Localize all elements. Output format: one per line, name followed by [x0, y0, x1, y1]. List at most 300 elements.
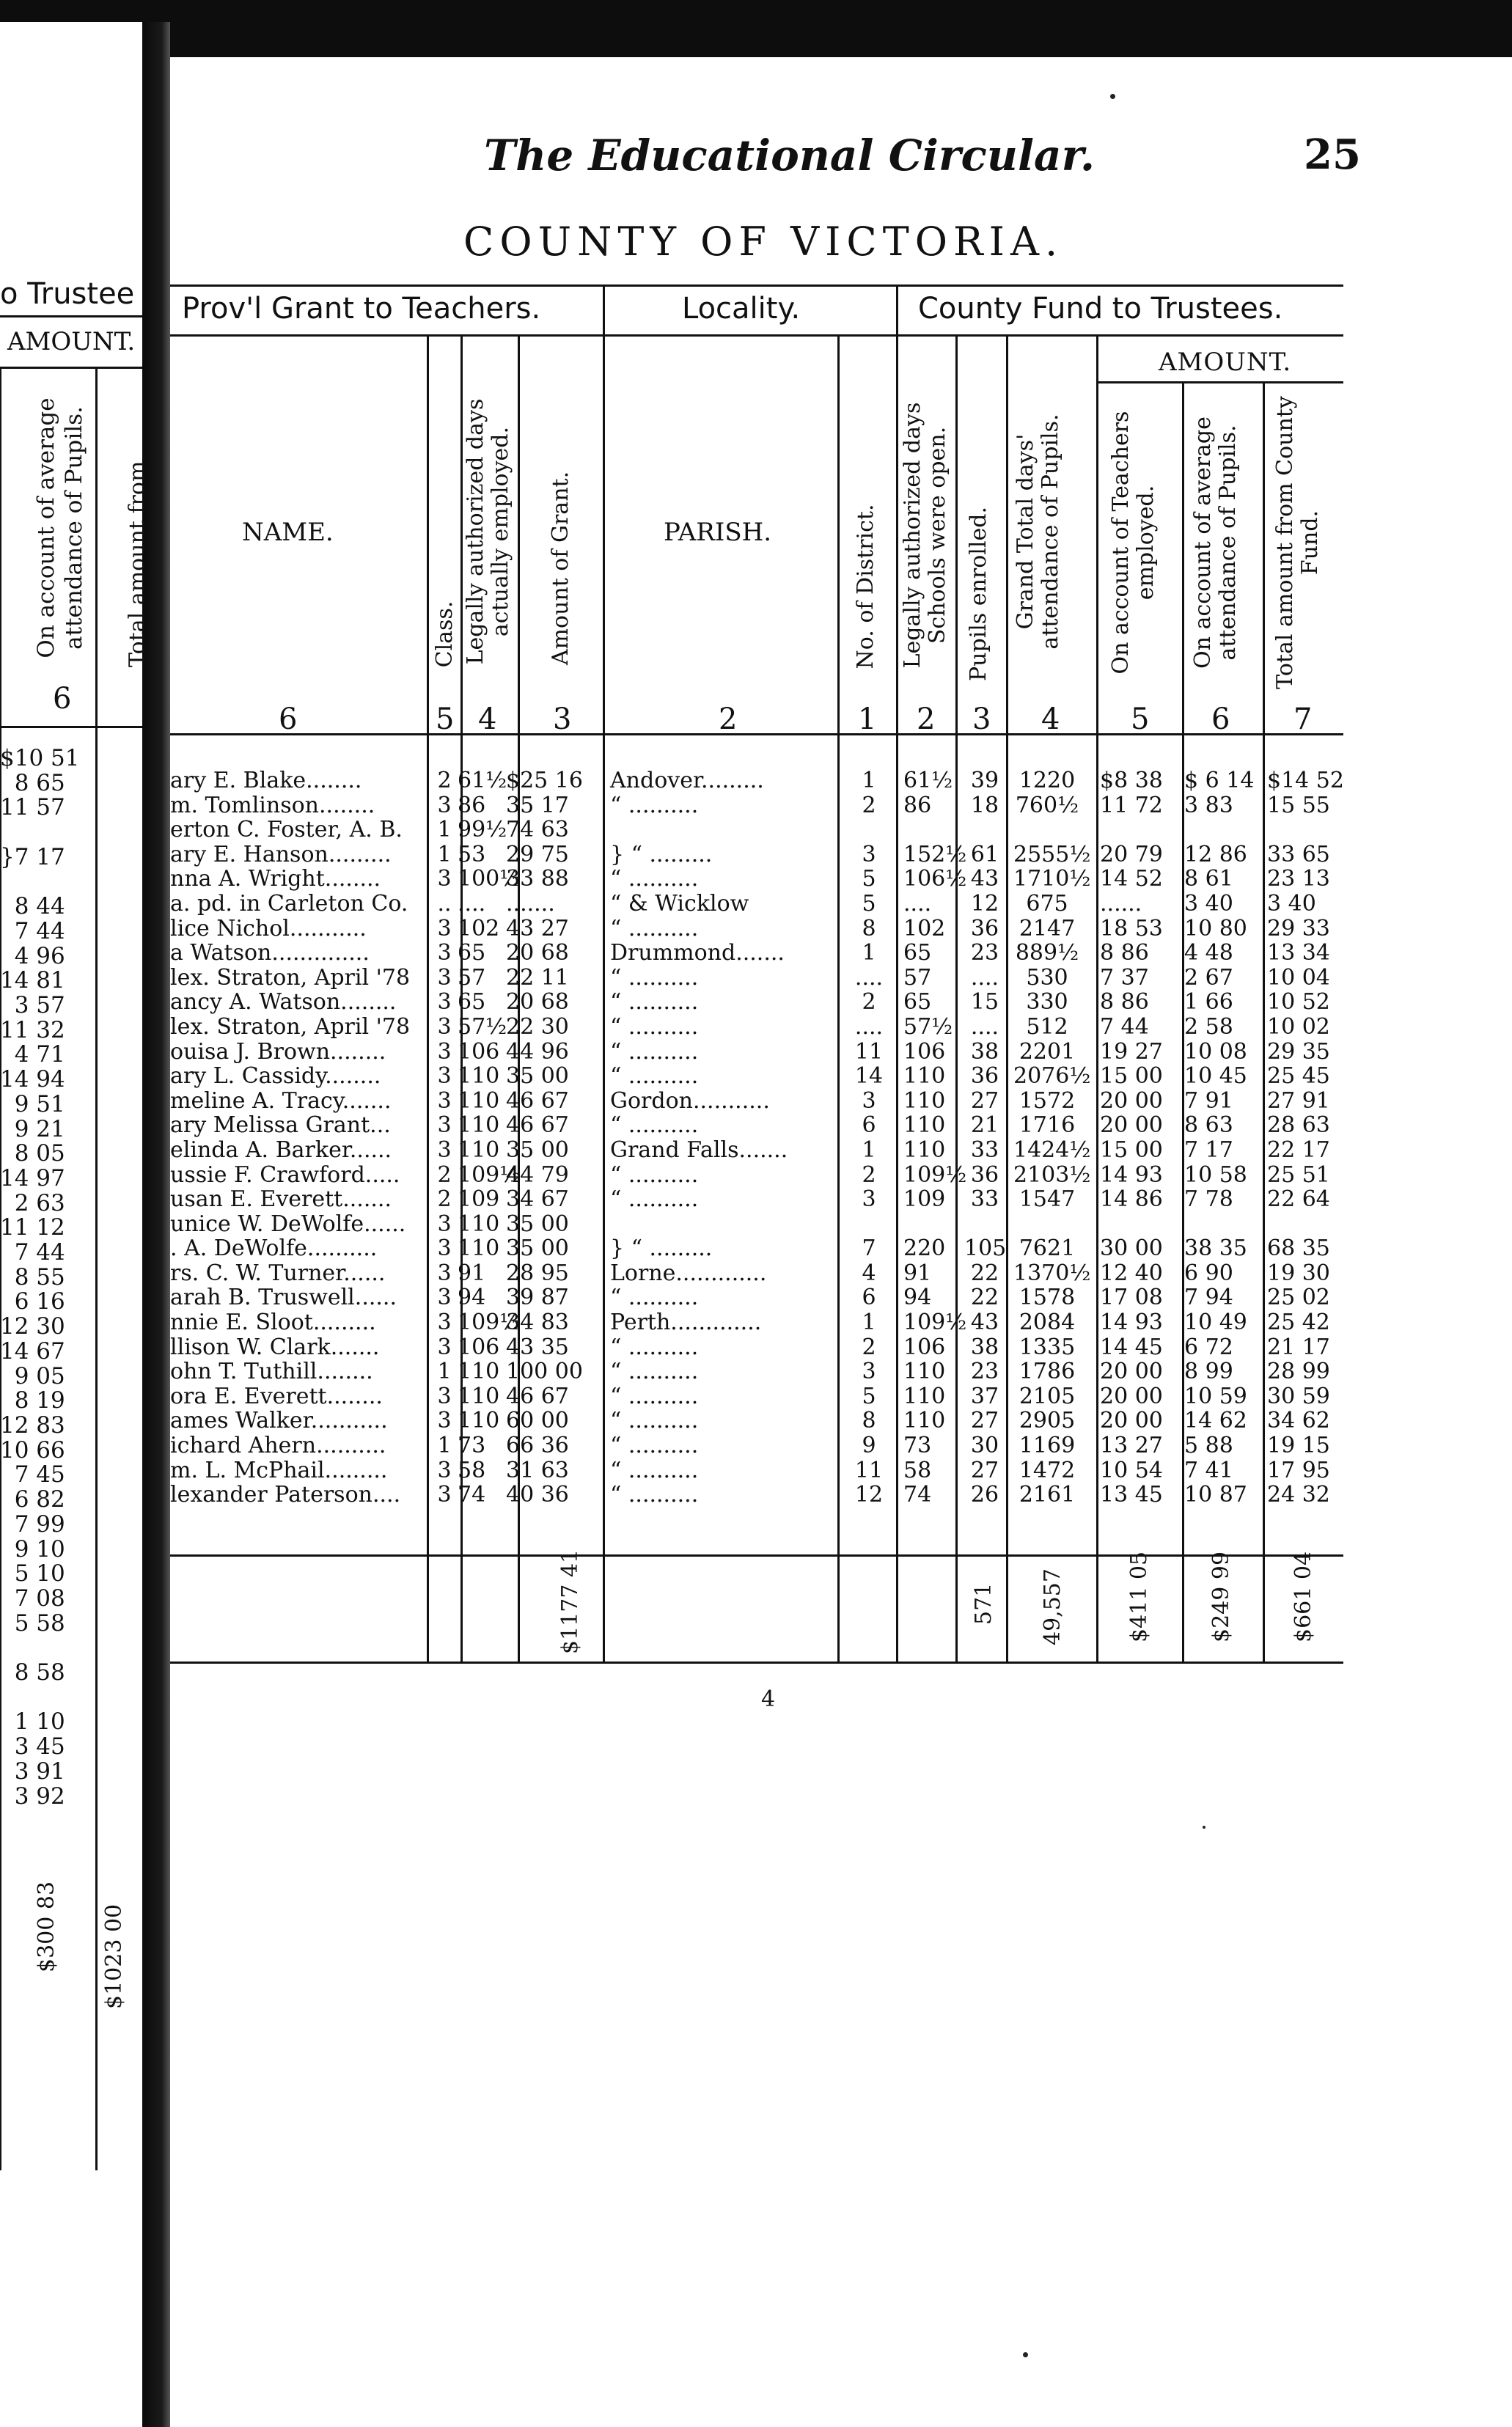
- cell-parish: Drummond.......: [610, 940, 785, 966]
- fragment-total: $1023 00: [101, 1903, 127, 2009]
- cell-grant: 35 00: [506, 1211, 569, 1237]
- cell-teach: 14 93: [1100, 1310, 1163, 1336]
- cell-parish: Grand Falls.......: [610, 1137, 788, 1163]
- cell-teach: 20 00: [1100, 1408, 1163, 1434]
- cell-days: 109½: [458, 1310, 521, 1336]
- cell-class: 3: [437, 1013, 452, 1040]
- cell-pupils: 23: [970, 1359, 999, 1385]
- cell-parish: “ ..........: [610, 792, 699, 818]
- cell-class: 1: [437, 841, 452, 867]
- cell-ldays: 102: [903, 915, 946, 941]
- cell-total: 24 32: [1267, 1482, 1330, 1508]
- cell-grant: 35 00: [506, 1235, 569, 1262]
- cell-district: 1: [862, 1310, 876, 1336]
- cell-parish: “ & Wicklow: [610, 890, 749, 917]
- cell-parish: “ ..........: [610, 1038, 699, 1065]
- cell-avg: 14 62: [1184, 1408, 1247, 1434]
- cell-district: ....: [854, 1013, 884, 1040]
- cell-total: 30 59: [1267, 1383, 1330, 1409]
- cell-district: 1: [862, 768, 876, 793]
- cell-total: 3 40: [1267, 890, 1316, 917]
- cell-name: arah B. Truswell......: [170, 1285, 397, 1311]
- cell-name: ouisa J. Brown........: [170, 1039, 386, 1065]
- cell-gtotal: 1578: [1019, 1285, 1076, 1311]
- cell-ldays: 106½: [903, 866, 967, 892]
- cell-pupils: 30: [970, 1433, 999, 1459]
- cell-name: usan E. Everett.......: [170, 1187, 392, 1212]
- cell-ldays: 110: [903, 1063, 946, 1090]
- cell-name: m. Tomlinson........: [170, 793, 375, 818]
- cell-teach: 12 40: [1100, 1260, 1163, 1286]
- cell-district: 7: [862, 1235, 876, 1262]
- cell-days: 57: [458, 964, 486, 991]
- cell-pupils: 61: [970, 841, 999, 867]
- cell-pupils: 27: [970, 1457, 999, 1483]
- cell-pupils: 36: [970, 1063, 999, 1090]
- cell-ldays: 91: [903, 1260, 932, 1286]
- table-row: [170, 1359, 1351, 1384]
- column-number: 5: [1131, 702, 1150, 736]
- cell-avg: 8 61: [1184, 866, 1233, 892]
- header-pupils-enrolled: Pupils enrolled.: [966, 507, 991, 681]
- cell-total: 13 34: [1267, 940, 1330, 966]
- cell-district: 12: [854, 1482, 884, 1508]
- fragment-rule: [0, 367, 142, 369]
- cell-days: 53: [458, 841, 486, 867]
- cell-teach: 7 37: [1100, 964, 1149, 991]
- cell-avg: 7 41: [1184, 1457, 1233, 1483]
- cell-class: 3: [437, 866, 452, 892]
- cell-teach: 14 86: [1100, 1186, 1163, 1213]
- total-pupils: 571: [971, 1582, 997, 1625]
- header-class: Class.: [432, 601, 458, 668]
- table-row: [170, 1089, 1351, 1114]
- cell-grant: 66 36: [506, 1433, 569, 1459]
- column-number: 4: [478, 702, 497, 736]
- cell-days: 100½: [458, 866, 521, 892]
- cell-ldays: 220: [903, 1235, 946, 1262]
- cell-parish: “ ..........: [610, 1359, 699, 1385]
- column-number: 4: [1041, 702, 1060, 736]
- cell-total: 68 35: [1267, 1235, 1330, 1262]
- column-number: 1: [858, 702, 877, 736]
- cell-avg: 2 58: [1184, 1013, 1233, 1040]
- scan-speck: [1203, 1826, 1205, 1829]
- fragment-rule: [0, 726, 142, 728]
- table-body-rule: [170, 733, 1343, 735]
- cell-gtotal: 1786: [1019, 1359, 1076, 1385]
- cell-name: erton C. Foster, A. B.: [170, 818, 403, 842]
- cell-gtotal: 7621: [1019, 1235, 1076, 1262]
- cell-parish: “ ..........: [610, 989, 699, 1016]
- cell-gtotal: 1169: [1019, 1433, 1076, 1459]
- cell-name: ary L. Cassidy........: [170, 1064, 381, 1089]
- cell-parish: “ ..........: [610, 915, 699, 941]
- table-row: [170, 793, 1351, 818]
- cell-parish: “ ..........: [610, 866, 699, 892]
- cell-days: 91: [458, 1260, 486, 1286]
- cell-ldays: 65: [903, 940, 932, 966]
- running-title: The Educational Circular.: [484, 131, 1096, 180]
- cell-total: 28 63: [1267, 1112, 1330, 1139]
- table-row: [170, 818, 1351, 842]
- cell-gtotal: 1370½: [1013, 1260, 1091, 1286]
- cell-avg: 8 99: [1184, 1359, 1233, 1385]
- cell-pupils: 15: [970, 989, 999, 1016]
- cell-teach: 20 00: [1100, 1112, 1163, 1139]
- cell-days: 110: [458, 1137, 500, 1163]
- table-row: [170, 1458, 1351, 1483]
- cell-avg: 10 80: [1184, 915, 1247, 941]
- header-amount-of-grant: Amount of Grant.: [548, 471, 573, 666]
- cell-name: ames Walker...........: [170, 1409, 388, 1434]
- cell-gtotal: 889½: [1015, 940, 1079, 966]
- cell-avg: 1 66: [1184, 989, 1233, 1016]
- fragment-rule: [0, 315, 142, 317]
- cell-pupils: 33: [970, 1186, 999, 1213]
- cell-teach: $8 38: [1100, 768, 1163, 793]
- cell-teach: 15 00: [1100, 1137, 1163, 1163]
- cell-ldays: 110: [903, 1137, 946, 1163]
- cell-avg: 10 59: [1184, 1383, 1247, 1409]
- header-parish: PARISH.: [664, 518, 772, 547]
- cell-district: 11: [854, 1457, 884, 1483]
- cell-name: llison W. Clark.......: [170, 1334, 380, 1360]
- cell-district: 1: [862, 940, 876, 966]
- cell-gtotal: 2076½: [1013, 1063, 1091, 1090]
- cell-ldays: 94: [903, 1285, 932, 1311]
- cell-district: 5: [862, 866, 876, 892]
- cell-total: 22 64: [1267, 1186, 1330, 1213]
- cell-pupils: ....: [970, 964, 999, 991]
- cell-total: 25 45: [1267, 1063, 1330, 1090]
- cell-class: 3: [437, 1310, 452, 1336]
- column-number: 2: [917, 702, 936, 736]
- cell-teach: 17 08: [1100, 1285, 1163, 1311]
- group-header-county-fund: County Fund to Trustees.: [918, 292, 1283, 326]
- cell-ldays: 58: [903, 1457, 932, 1483]
- cell-total: 33 65: [1267, 841, 1330, 867]
- cell-class: 3: [437, 915, 452, 941]
- cell-teach: 8 86: [1100, 989, 1149, 1016]
- column-number: 3: [553, 702, 572, 736]
- table-row: [170, 1236, 1351, 1261]
- cell-grant: 20 68: [506, 989, 569, 1016]
- table-row: [170, 917, 1351, 941]
- cell-teach: 14 52: [1100, 866, 1163, 892]
- cell-pupils: 33: [970, 1137, 999, 1163]
- table-row: [170, 1483, 1351, 1508]
- cell-grant: 43 35: [506, 1334, 569, 1360]
- cell-grant: 35 00: [506, 1063, 569, 1090]
- cell-ldays: 109: [903, 1186, 946, 1213]
- cell-parish: Lorne.............: [610, 1260, 767, 1286]
- cell-teach: 14 45: [1100, 1334, 1163, 1360]
- cell-ldays: 86: [903, 792, 932, 818]
- cell-name: ohn T. Tuthill........: [170, 1359, 373, 1384]
- cell-total: 23 13: [1267, 866, 1330, 892]
- book-spine-shadow: [142, 22, 170, 2427]
- cell-ldays: 74: [903, 1482, 932, 1508]
- table-row: [170, 941, 1351, 966]
- total-average: $249 99: [1208, 1551, 1234, 1642]
- cell-name: lice Nichol...........: [170, 916, 367, 941]
- cell-gtotal: 1335: [1019, 1334, 1076, 1360]
- cell-ldays: 73: [903, 1433, 932, 1459]
- table-row: [170, 1187, 1351, 1212]
- cell-gtotal: 2555½: [1013, 841, 1091, 867]
- cell-gtotal: 1424½: [1013, 1137, 1091, 1163]
- table-row: [170, 1015, 1351, 1040]
- cell-gtotal: 2147: [1019, 915, 1076, 941]
- cell-days: 110: [458, 1063, 500, 1090]
- cell-avg: 10 87: [1184, 1482, 1247, 1508]
- cell-avg: 7 17: [1184, 1137, 1233, 1163]
- total-grand-days: 49,557: [1040, 1568, 1065, 1645]
- cell-gtotal: 1572: [1019, 1087, 1076, 1114]
- cell-avg: 3 83: [1184, 792, 1233, 818]
- cell-pupils: 105: [964, 1235, 1007, 1262]
- cell-name: lexander Paterson....: [170, 1483, 401, 1508]
- cell-gtotal: 530: [1026, 964, 1068, 991]
- cell-gtotal: 330: [1026, 989, 1068, 1016]
- cell-teach: ......: [1100, 890, 1142, 917]
- column-number: 7: [1293, 702, 1313, 736]
- table-header-rule: [170, 334, 1343, 337]
- table-row: [170, 966, 1351, 991]
- cell-ldays: ....: [903, 890, 932, 917]
- cell-teach: 13 45: [1100, 1482, 1163, 1508]
- cell-avg: 8 63: [1184, 1112, 1233, 1139]
- cell-class: 3: [437, 1334, 452, 1360]
- cell-grant: 34 67: [506, 1186, 569, 1213]
- cell-ldays: 109½: [903, 1310, 967, 1336]
- cell-name: ary E. Blake........: [170, 768, 362, 793]
- total-grant: $1177 41: [557, 1549, 583, 1654]
- cell-teach: 30 00: [1100, 1235, 1163, 1262]
- cell-grant: 34 83: [506, 1310, 569, 1336]
- fragment-title: o Trustee: [0, 277, 135, 311]
- table-row: [170, 990, 1351, 1015]
- cell-avg: 10 08: [1184, 1038, 1247, 1065]
- cell-class: 3: [437, 1087, 452, 1114]
- cell-grant: 20 68: [506, 940, 569, 966]
- cell-teach: 11 72: [1100, 792, 1163, 818]
- amount-subheader: AMOUNT.: [1159, 348, 1292, 377]
- cell-teach: 20 00: [1100, 1359, 1163, 1385]
- cell-name: meline A. Tracy.......: [170, 1088, 392, 1114]
- table-row: [170, 842, 1351, 867]
- cell-teach: 19 27: [1100, 1038, 1163, 1065]
- table-row: [170, 1335, 1351, 1360]
- cell-name: a Watson..............: [170, 941, 370, 966]
- cell-gtotal: 512: [1026, 1013, 1068, 1040]
- cell-class: 2: [437, 1186, 452, 1213]
- cell-grant: 28 95: [506, 1260, 569, 1286]
- cell-name: lex. Straton, April '78: [170, 1014, 411, 1040]
- cell-class: 3: [437, 1260, 452, 1286]
- fragment-total: $300 83: [34, 1881, 59, 1972]
- cell-days: 106: [458, 1334, 500, 1360]
- cell-pupils: 38: [970, 1334, 999, 1360]
- cell-ldays: 106: [903, 1334, 946, 1360]
- cell-pupils: 36: [970, 1161, 999, 1188]
- cell-avg: 10 45: [1184, 1063, 1247, 1090]
- cell-teach: 14 93: [1100, 1161, 1163, 1188]
- cell-days: 110: [458, 1359, 500, 1385]
- cell-avg: 7 91: [1184, 1087, 1233, 1114]
- cell-avg: 2 67: [1184, 964, 1233, 991]
- cell-parish: Andover.........: [610, 768, 764, 793]
- cell-total: 21 17: [1267, 1334, 1330, 1360]
- cell-gtotal: 1716: [1019, 1112, 1076, 1139]
- cell-class: 3: [437, 1112, 452, 1139]
- cell-grant: 39 87: [506, 1285, 569, 1311]
- cell-days: 57½: [458, 1013, 507, 1040]
- amount-sub-rule: [1096, 381, 1343, 383]
- cell-teach: 10 54: [1100, 1457, 1163, 1483]
- cell-days: 110: [458, 1235, 500, 1262]
- cell-name: ary Melissa Grant...: [170, 1113, 391, 1138]
- cell-class: 1: [437, 817, 452, 843]
- cell-avg: 38 35: [1184, 1235, 1247, 1262]
- cell-pupils: 39: [970, 768, 999, 793]
- cell-teach: 15 00: [1100, 1063, 1163, 1090]
- cell-ldays: 57: [903, 964, 932, 991]
- cell-days: 65: [458, 989, 486, 1016]
- cell-class: 3: [437, 1038, 452, 1065]
- cell-teach: 18 53: [1100, 915, 1163, 941]
- cell-teach: 8 86: [1100, 940, 1149, 966]
- cell-ldays: 110: [903, 1359, 946, 1385]
- cell-class: 1: [437, 1359, 452, 1385]
- signature-mark: 4: [761, 1686, 776, 1712]
- cell-total: 22 17: [1267, 1137, 1330, 1163]
- cell-district: 8: [862, 915, 876, 941]
- cell-days: ....: [458, 890, 486, 917]
- cell-gtotal: 1710½: [1013, 866, 1091, 892]
- cell-class: 3: [437, 964, 452, 991]
- cell-grant: 31 63: [506, 1457, 569, 1483]
- cell-grant: $25 16: [506, 768, 583, 793]
- cell-pupils: 26: [970, 1482, 999, 1508]
- cell-grant: 29 75: [506, 841, 569, 867]
- cell-total: 29 33: [1267, 915, 1330, 941]
- cell-parish: “ ..........: [610, 1013, 699, 1040]
- header-average-attendance: On account of average attendance of Pupils.: [1190, 416, 1241, 669]
- cell-parish: “ ..........: [610, 1334, 699, 1360]
- cell-grant: 100 00: [506, 1359, 583, 1385]
- cell-days: 110: [458, 1211, 500, 1237]
- table-row: [170, 867, 1351, 892]
- column-number: 3: [972, 702, 991, 736]
- cell-avg: 7 78: [1184, 1186, 1233, 1213]
- cell-class: 2: [437, 768, 452, 793]
- cell-total: 10 52: [1267, 989, 1330, 1016]
- table-row: [170, 768, 1351, 793]
- fragment-column-number: 6: [53, 682, 72, 716]
- cell-total: 25 51: [1267, 1161, 1330, 1188]
- cell-parish: “ ..........: [610, 1161, 699, 1188]
- cell-pupils: 23: [970, 940, 999, 966]
- cell-name: ancy A. Watson........: [170, 990, 397, 1015]
- table-top-rule: [170, 284, 1343, 287]
- cell-gtotal: 760½: [1015, 792, 1079, 818]
- cell-parish: “ ..........: [610, 1433, 699, 1459]
- cell-days: 110: [458, 1112, 500, 1139]
- header-grand-total-days: Grand Total days' attendance of Pupils.: [1013, 414, 1063, 650]
- cell-grant: .......: [506, 890, 555, 917]
- cell-ldays: 65: [903, 989, 932, 1016]
- cell-grant: 22 11: [506, 964, 569, 991]
- cell-parish: “ ..........: [610, 1408, 699, 1434]
- cell-grant: 44 96: [506, 1038, 569, 1065]
- cell-teach: 20 00: [1100, 1383, 1163, 1409]
- table-row: [170, 1163, 1351, 1188]
- cell-days: 73: [458, 1433, 486, 1459]
- table-row: [170, 892, 1351, 917]
- table-row: [170, 1285, 1351, 1310]
- cell-name: ichard Ahern..........: [170, 1433, 386, 1458]
- column-number: 6: [1211, 702, 1230, 736]
- cell-total: $14 52: [1267, 768, 1344, 793]
- cell-district: 6: [862, 1285, 876, 1311]
- cell-class: 3: [437, 989, 452, 1016]
- cell-pupils: 43: [970, 1310, 999, 1336]
- cell-district: 5: [862, 1383, 876, 1409]
- table-body: [170, 768, 1351, 1508]
- cell-district: 14: [854, 1063, 884, 1090]
- table-row: [170, 1409, 1351, 1433]
- cell-name: . A. DeWolfe..........: [170, 1236, 378, 1261]
- cell-days: 102: [458, 915, 500, 941]
- cell-name: ora E. Everett........: [170, 1384, 383, 1409]
- column-number: 5: [436, 702, 455, 736]
- cell-district: 8: [862, 1408, 876, 1434]
- cell-class: 3: [437, 1137, 452, 1163]
- cell-pupils: 22: [970, 1285, 999, 1311]
- cell-district: 1: [862, 1137, 876, 1163]
- cell-gtotal: 1220: [1019, 768, 1076, 793]
- table-row: [170, 1064, 1351, 1089]
- cell-gtotal: 1472: [1019, 1457, 1076, 1483]
- cell-parish: “ ..........: [610, 1457, 699, 1483]
- cell-parish: Gordon...........: [610, 1087, 770, 1114]
- table-row: [170, 1040, 1351, 1065]
- cell-grant: 43 27: [506, 915, 569, 941]
- cell-pupils: 21: [970, 1112, 999, 1139]
- cell-class: 3: [437, 1482, 452, 1508]
- cell-name: m. L. McPhail.........: [170, 1458, 388, 1483]
- cell-total: 27 91: [1267, 1087, 1330, 1114]
- cell-total: 17 95: [1267, 1457, 1330, 1483]
- cell-avg: 3 40: [1184, 890, 1233, 917]
- fragment-column-header: On account of average attendance of Pupils.: [33, 397, 87, 658]
- fragment-column-rule: [95, 367, 98, 2170]
- cell-parish: “ ..........: [610, 1112, 699, 1139]
- cell-avg: 5 88: [1184, 1433, 1233, 1459]
- cell-days: 99½: [458, 817, 507, 843]
- cell-total: 15 55: [1267, 792, 1330, 818]
- cell-name: rs. C. W. Turner......: [170, 1260, 386, 1286]
- cell-class: 3: [437, 1235, 452, 1262]
- table-row: [170, 1310, 1351, 1335]
- cell-total: 19 30: [1267, 1260, 1330, 1286]
- cell-class: 3: [437, 1063, 452, 1090]
- county-title: COUNTY OF VICTORIA.: [463, 219, 1064, 265]
- cell-name: nnie E. Sloot.........: [170, 1310, 376, 1335]
- total-teachers: $411 05: [1126, 1551, 1152, 1642]
